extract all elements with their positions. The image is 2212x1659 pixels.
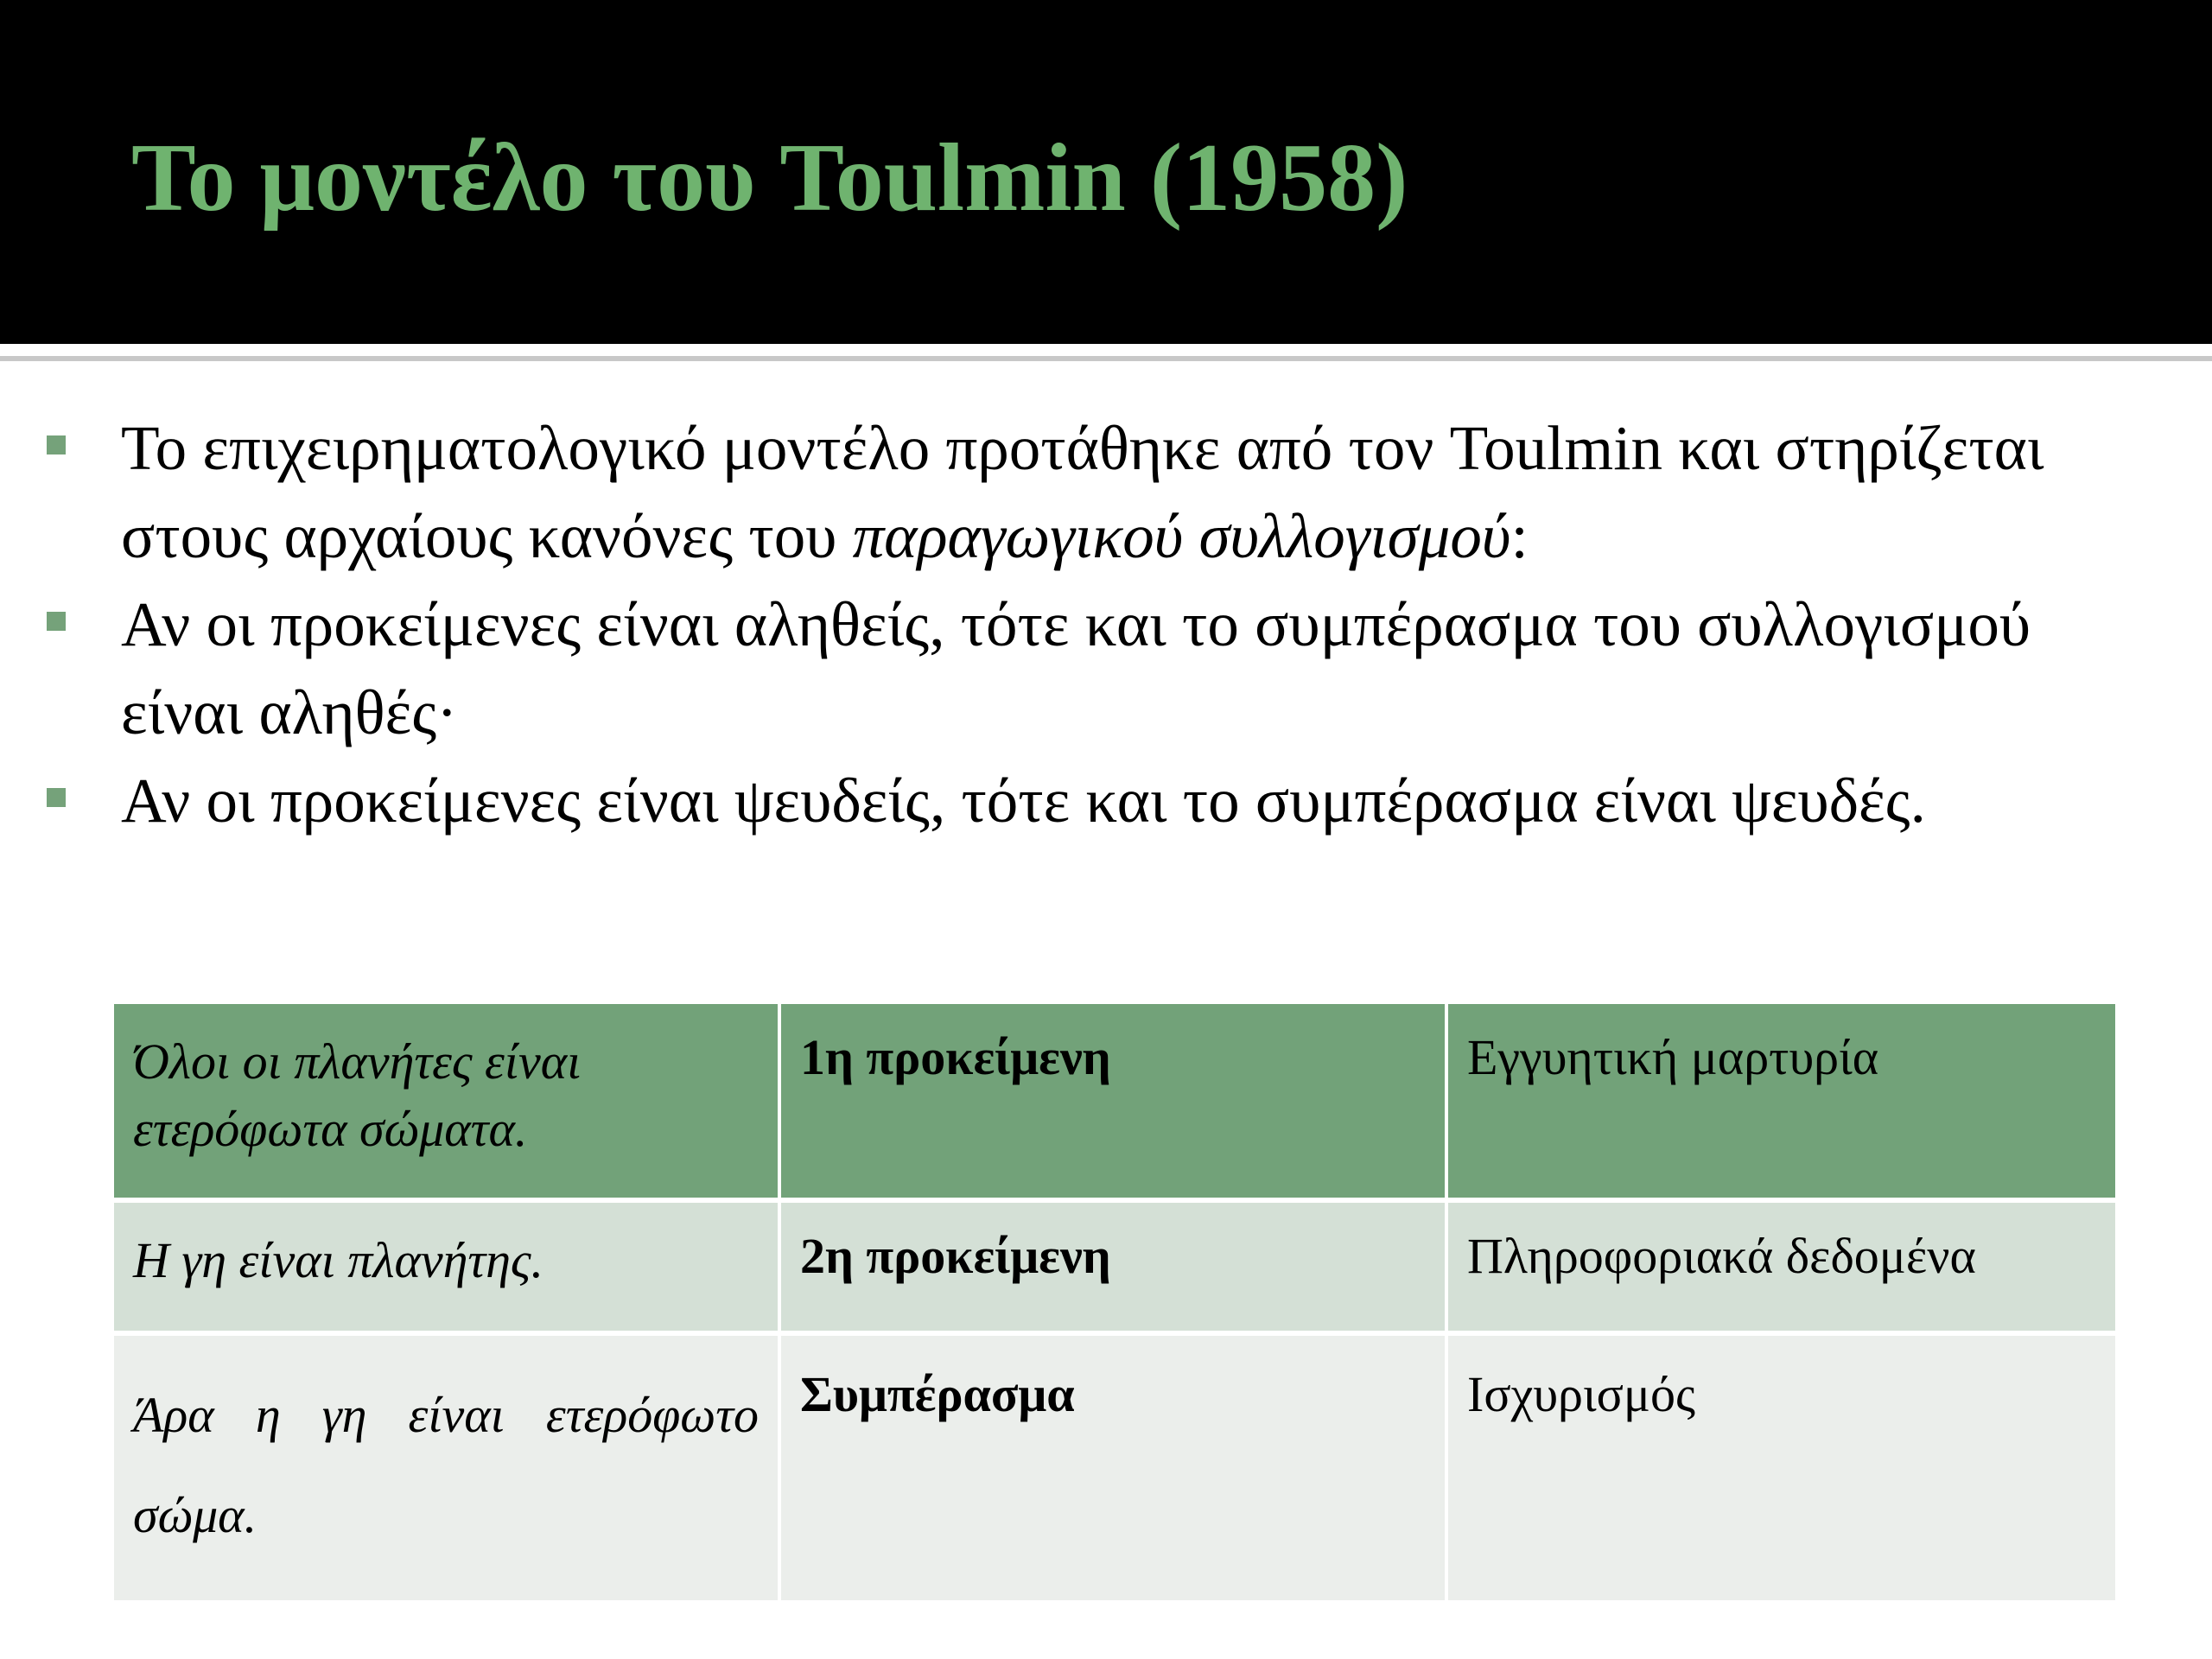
slide-title: Το μοντέλο του Toulmin (1958) [131,124,1408,232]
bullet-item [47,757,2155,845]
table-cell-component: Εγγυητική μαρτυρία [1448,1004,2115,1203]
bullet-list [47,404,2155,845]
bullet-text: Αν οι προκείμενες είναι αληθείς, τότε και το συμπέρασμα του συλλογισμού είναι αληθές· [121,589,2031,747]
bullet-text: Αν οι προκείμενες είναι ψευδείς, τότε και το συμπέρασμα είναι ψευδές. [121,766,1926,836]
bullet-item [47,581,2155,757]
square-bullet-icon [47,435,66,454]
table-row [114,1004,2115,1203]
table-row [114,1203,2115,1336]
table-cell-statement: Άρα η γη είναι ετερόφωτο σώμα. [114,1336,781,1605]
table-cell-component: Ισχυρισμός [1448,1336,2115,1605]
title-divider [0,344,2212,356]
table-cell-component: Πληροφοριακά δεδομένα [1448,1203,2115,1336]
bullet-text-end: : [1510,501,1529,571]
table-cell-role: 2η προκείμενη [781,1203,1448,1336]
table-cell-role: 1η προκείμενη [781,1004,1448,1203]
syllogism-table [114,1004,2115,1605]
table-cell-statement: Όλοι οι πλανήτες είναι ετερόφωτα σώματα. [114,1004,781,1203]
bullet-item [47,404,2155,581]
table-cell-role: Συμπέρασμα [781,1336,1448,1605]
title-bar [0,0,2212,344]
table-cell-statement: Η γη είναι πλανήτης. [114,1203,781,1336]
square-bullet-icon [47,788,66,807]
bullet-text: Το επιχειρηματολογικό μοντέλο προτάθηκε από τον Toulmin και στηρίζεται στους αρχαίους κανόνες του [121,413,2044,571]
title-divider-shadow [0,356,2212,361]
square-bullet-icon [47,612,66,631]
table-row [114,1336,2115,1605]
bullet-text-italic: παραγωγικού συλλογισμού [852,501,1511,571]
